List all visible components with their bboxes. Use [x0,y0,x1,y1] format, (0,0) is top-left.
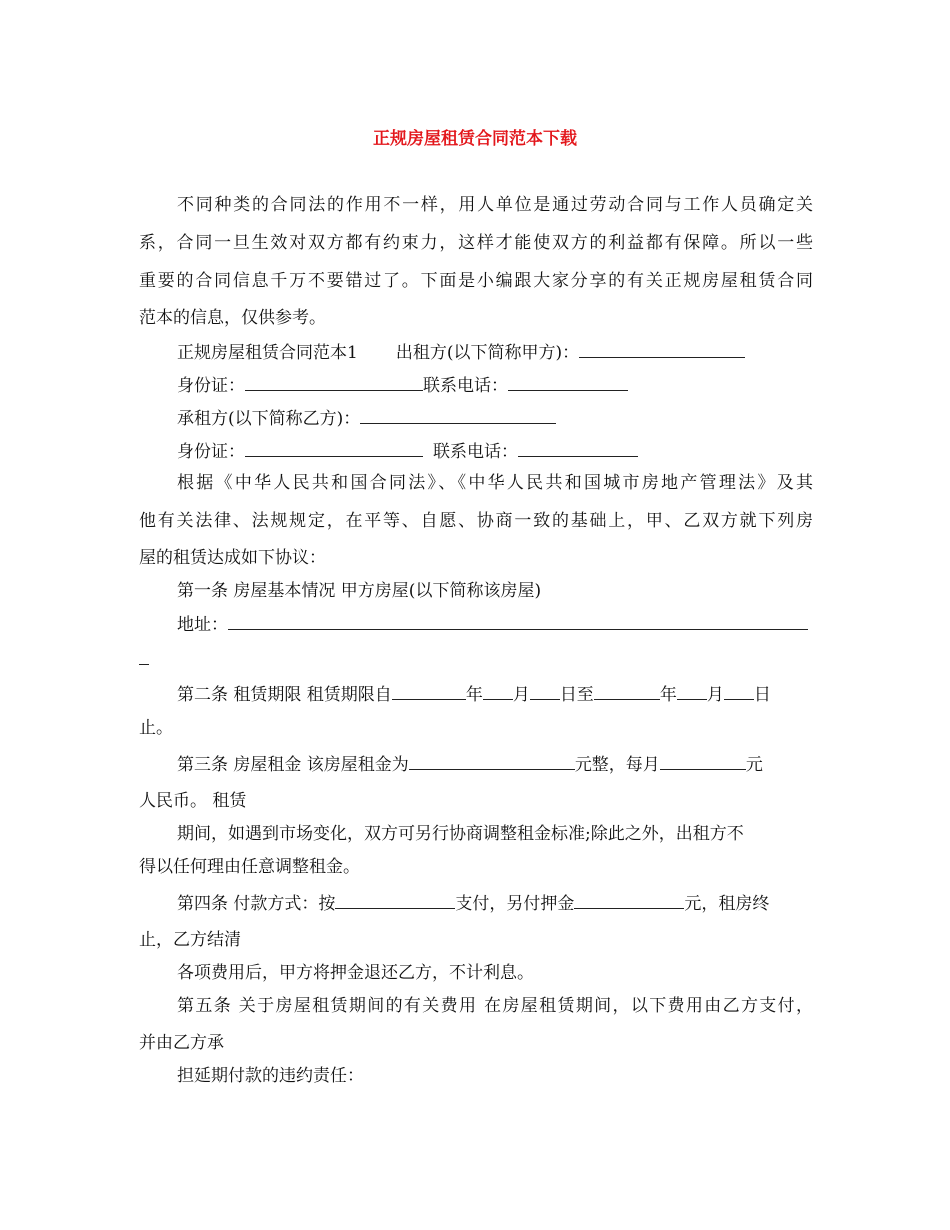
article-4-line-3: 各项费用后，甲方将押金退还乙方，不计利息。 [177,963,534,983]
article-4-line-1 [177,892,769,915]
lessor-phone-blank [508,374,628,391]
year-label: 年 [465,685,483,705]
phone-label: 联系电话： [423,376,508,396]
intro-line-3: 重要的合同信息千万不要错过了。下面是小编跟大家分享的有关正规房屋租赁合同 [139,271,813,291]
lessee-blank [360,407,556,424]
lessor-line [177,341,745,364]
article-3-line-3: 期间，如遇到市场变化，双方可另行协商调整租金标准;除此之外，出租方不 [177,824,744,844]
rent-end-label: 元，租房终 [684,894,770,914]
lessee-label: 承租方(以下简称乙方)： [177,409,361,429]
article-2-line-1 [177,683,771,706]
id-label: 身份证： [177,376,245,396]
article-5-line-3: 担延期付款的违约责任： [177,1066,364,1086]
address-label: 地址： [177,615,228,635]
intro-line-4: 范本的信息，仅供参考。 [139,308,326,328]
lessee-line [177,407,556,430]
art3-start: 第三条 房屋租金 该房屋租金为 [177,755,409,775]
lessor-blank [579,341,745,358]
basis-line-2: 他有关法律、法规规定，在平等、自愿、协商一致的基础上，甲、乙双方就下列房 [139,511,813,531]
lessor-id-blank [245,374,423,391]
intro-line-2: 系，合同一旦生效对双方都有约束力，这样才能使双方的利益都有保障。所以一些 [139,233,813,253]
month-label: 月 [512,685,530,705]
address-line [177,613,808,636]
document-title: 正规房屋租赁合同范本下载 [373,129,577,149]
lessee-id-blank [245,440,423,457]
end-day-blank [724,683,754,700]
monthly-blank [660,753,746,770]
rent-blank [409,753,575,770]
lessor-label: 出租方(以下简称甲方)： [395,343,580,363]
basis-line-3: 屋的租赁达成如下协议： [139,548,326,568]
year-label-2: 年 [659,685,677,705]
yuan-label: 元 [745,755,763,775]
address-continuation-mark [139,664,149,665]
day-label: 日 [753,685,771,705]
id-label-2: 身份证： [177,442,245,462]
article-1: 第一条 房屋基本情况 甲方房屋(以下简称该房屋) [177,581,542,601]
intro-line-1: 不同种类的合同法的作用不一样，用人单位是通过劳动合同与工作人员确定关 [177,195,813,215]
article-4-line-2: 止，乙方结清 [139,930,241,950]
article-2-line-2: 止。 [139,718,173,738]
lessee-id-line [177,440,638,463]
day-to-label: 日至 [559,685,594,705]
phone-label-2: 联系电话： [433,442,518,462]
article-5-line-2: 并由乙方承 [139,1033,224,1053]
lessor-id-line [177,374,628,397]
end-month-blank [677,683,707,700]
art4-start: 第四条 付款方式：按 [177,894,336,914]
article-3-line-1 [177,753,763,776]
article-3-line-2: 人民币。 租赁 [139,791,247,811]
address-blank [228,613,808,630]
yuan-monthly-label: 元整，每月 [574,755,660,775]
article-3-line-4: 得以任何理由任意调整租金。 [139,857,360,877]
lessee-phone-blank [518,440,638,457]
end-year-blank [594,683,660,700]
month-label-2: 月 [706,685,724,705]
article-5-line-1: 第五条 关于房屋租赁期间的有关费用 在房屋租赁期间，以下费用由乙方支付， [177,996,813,1016]
art2-start: 第二条 租赁期限 租赁期限自 [177,685,392,705]
start-year-blank [392,683,466,700]
deposit-blank [574,892,684,909]
sample-label: 正规房屋租赁合同范本1 [177,343,358,363]
deposit-label: 支付，另付押金 [455,894,575,914]
basis-line-1: 根据《中华人民共和国合同法》、《中华人民共和国城市房地产管理法》及其 [177,473,813,493]
start-month-blank [483,683,513,700]
payment-method-blank [335,892,455,909]
start-day-blank [530,683,560,700]
